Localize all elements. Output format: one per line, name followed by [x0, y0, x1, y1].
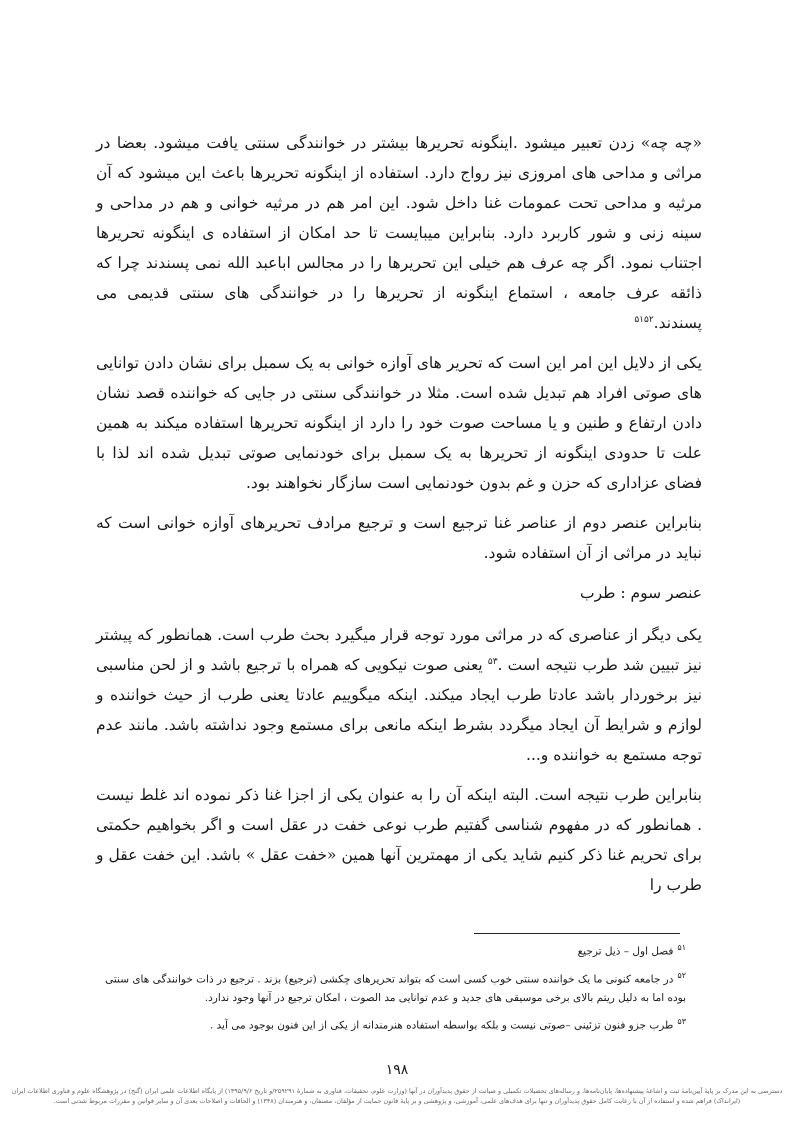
paragraph-1-text: «چه چه» زدن تعبیر میشود .اینگونه تحریرها بیشتر در خوانندگی سنتی یافت میشود. بعضا در مراثی و مداحی های امروزی نیز رواج دارد. استفاده از اینگونه تحریرها باعث این میشود که آن مرثیه و مداحی تحت عمومات غنا داخل شود. این امر هم در مرثیه خوانی و هم در مداحی و سینه زنی و شور کاربرد دارد. بنابراین میبایست تا حد امکان از استفاده ی اینگونه تحریرها اجتناب نمود. اگر چه عرف هم خیلی این تحریرها را در مجالس اباعبد الله نمی پسندند چرا که ذائقه عرف جامعه ، استماع اینگونه از تحریرها را در خوانندگی های سنتی قدیمی می پسندند.: [96, 134, 702, 332]
footnote-text: در جامعه کنونی ما یک خواننده سنتی خوب کسی است که بتواند تحریرهای چکشی (ترجیع) بزند . ترجیع در ذات خوانندگی های سنتی بوده اما به دلیل ریتم بالای برخی موسیقی های جدید و عدم توانایی مد الصوت ، امکان ترجیع در آنها وجود ندارد.: [105, 973, 686, 1004]
footnote-number: ۵۲: [677, 970, 686, 980]
footnote-53: [96, 1012, 686, 1036]
footnote-text: فصل اول – ذیل ترجیع: [577, 945, 674, 958]
footnote-number: ۵۳: [677, 1017, 686, 1026]
copyright-disclaimer: دسترسی به این مدرک بر پایهٔ آیین‌نامهٔ ثبت و اشاعهٔ پیشنهاده‌ها، پایان‌نامه‌ها، و رساله‌های تحصیلات تکمیلی و صیانت از حقوق پدیدآوران در آنها (وزارت علوم، تحقیقات، فناوری به شمارهٔ ۲۵۹۲۹۱/و تاریخ ۱۳۹۵/۹/۶) از پایگاه اطلاعات علمی ایران (گنج) در پژوهشگاه علوم و فناوری اطلاعات ایران (ایرانداک) فراهم شده و استفاده از آن با رعایت کامل حقوق پدیدآوران و تنها برای هدف‌های علمی، آموزشی، و پژوهشی و بر پایهٔ قانون حمایت از مؤلفان، مصنفان، و هنرمندان (۱۳۴۸) و الحاقات و اصلاحات بعدی آن و سایر قوانین و مقررات مربوط شدنی است.: [11, 1087, 783, 1105]
paragraph-4-text-a: یکی دیگر از عناصری که در مراثی مورد توجه قرار میگیرد بحث طرب است. همانطور که پیشتر نیز تبیین شد طرب نتیجه است .: [96, 626, 702, 674]
paragraph-2: یکی از دلایل این امر این است که تحریر های آوازه خوانی به یک سمبل برای نشان دادن توانایی های صوتی افراد هم تبدیل شده است. مثلا در خوانندگی سنتی در جایی که خواننده قصد نشان دادن ارتفاع و طنین و یا مساحت صوت خود را دارد از اینگونه تحریرها استفاده میکند به همین علت تا حدودی اینگونه از تحریرها به یک سمبل برای خودنمایی صوتی تبدیل شده اند لذا با فضای عزاداری که حزن و غم بدون خودنمایی است سازگار نخواهند بود.: [96, 354, 702, 492]
footnote-number: ۵۱: [677, 943, 686, 952]
paragraph-3: بنابراین عنصر دوم از عناصر غنا ترجیع است و ترجیع مرادف تحریرهای آوازه خوانی است که نباید در مراثی از آن استفاده شود.: [96, 514, 702, 562]
footnotes: [96, 938, 686, 1040]
section-heading: عنصر سوم : طرب: [580, 584, 702, 602]
paragraph-5: بنابراین طرب نتیجه است. البته اینکه آن را به عنوان یکی از اجزا غنا ذکر نموده اند غلط نیست . همانطور که در مفهوم شناسی گفتیم طرب نوعی خفت در عقل است و اگر بخواهیم حکمتی برای تحریم غنا ذکر کنیم شاید یکی از مهمترین آنها همین «خفت عقل » باشد. این خفت عقل و طرب را: [96, 786, 702, 894]
paragraph-1: [96, 128, 702, 338]
footnote-ref-53: ۵۳: [487, 656, 498, 667]
main-text: [96, 128, 702, 910]
footnote-text: طرب جزو فنون تزئینی –صوتی نیست و بلکه بواسطه استفاده هنرمندانه از یکی از این فنون بوجود می آید .: [209, 1019, 674, 1032]
footnote-52: [96, 966, 686, 1009]
footnote-ref-52: ۵۲: [643, 314, 654, 325]
footnote-51: [96, 938, 686, 962]
page-number: ۱۹۸: [385, 1062, 409, 1078]
footnote-ref-51: ۵۱: [634, 314, 644, 325]
paragraph-4-text-b: یعنی صوت نیکویی که همراه با ترجیع باشد و از لحن مناسبی نیز برخوردار باشد عادتا طرب ایجاد میکند. اینکه میگوییم عادتا یعنی طرب از حیث خواننده و لوازم و شرایط آن ایجاد میگردد بشرط اینکه مانعی برای مستمع وجود نداشته باشد. مانند عدم توجه مستمع به خواننده و...: [96, 656, 702, 764]
footnote-divider: [474, 933, 680, 934]
paragraph-4: [96, 620, 702, 770]
